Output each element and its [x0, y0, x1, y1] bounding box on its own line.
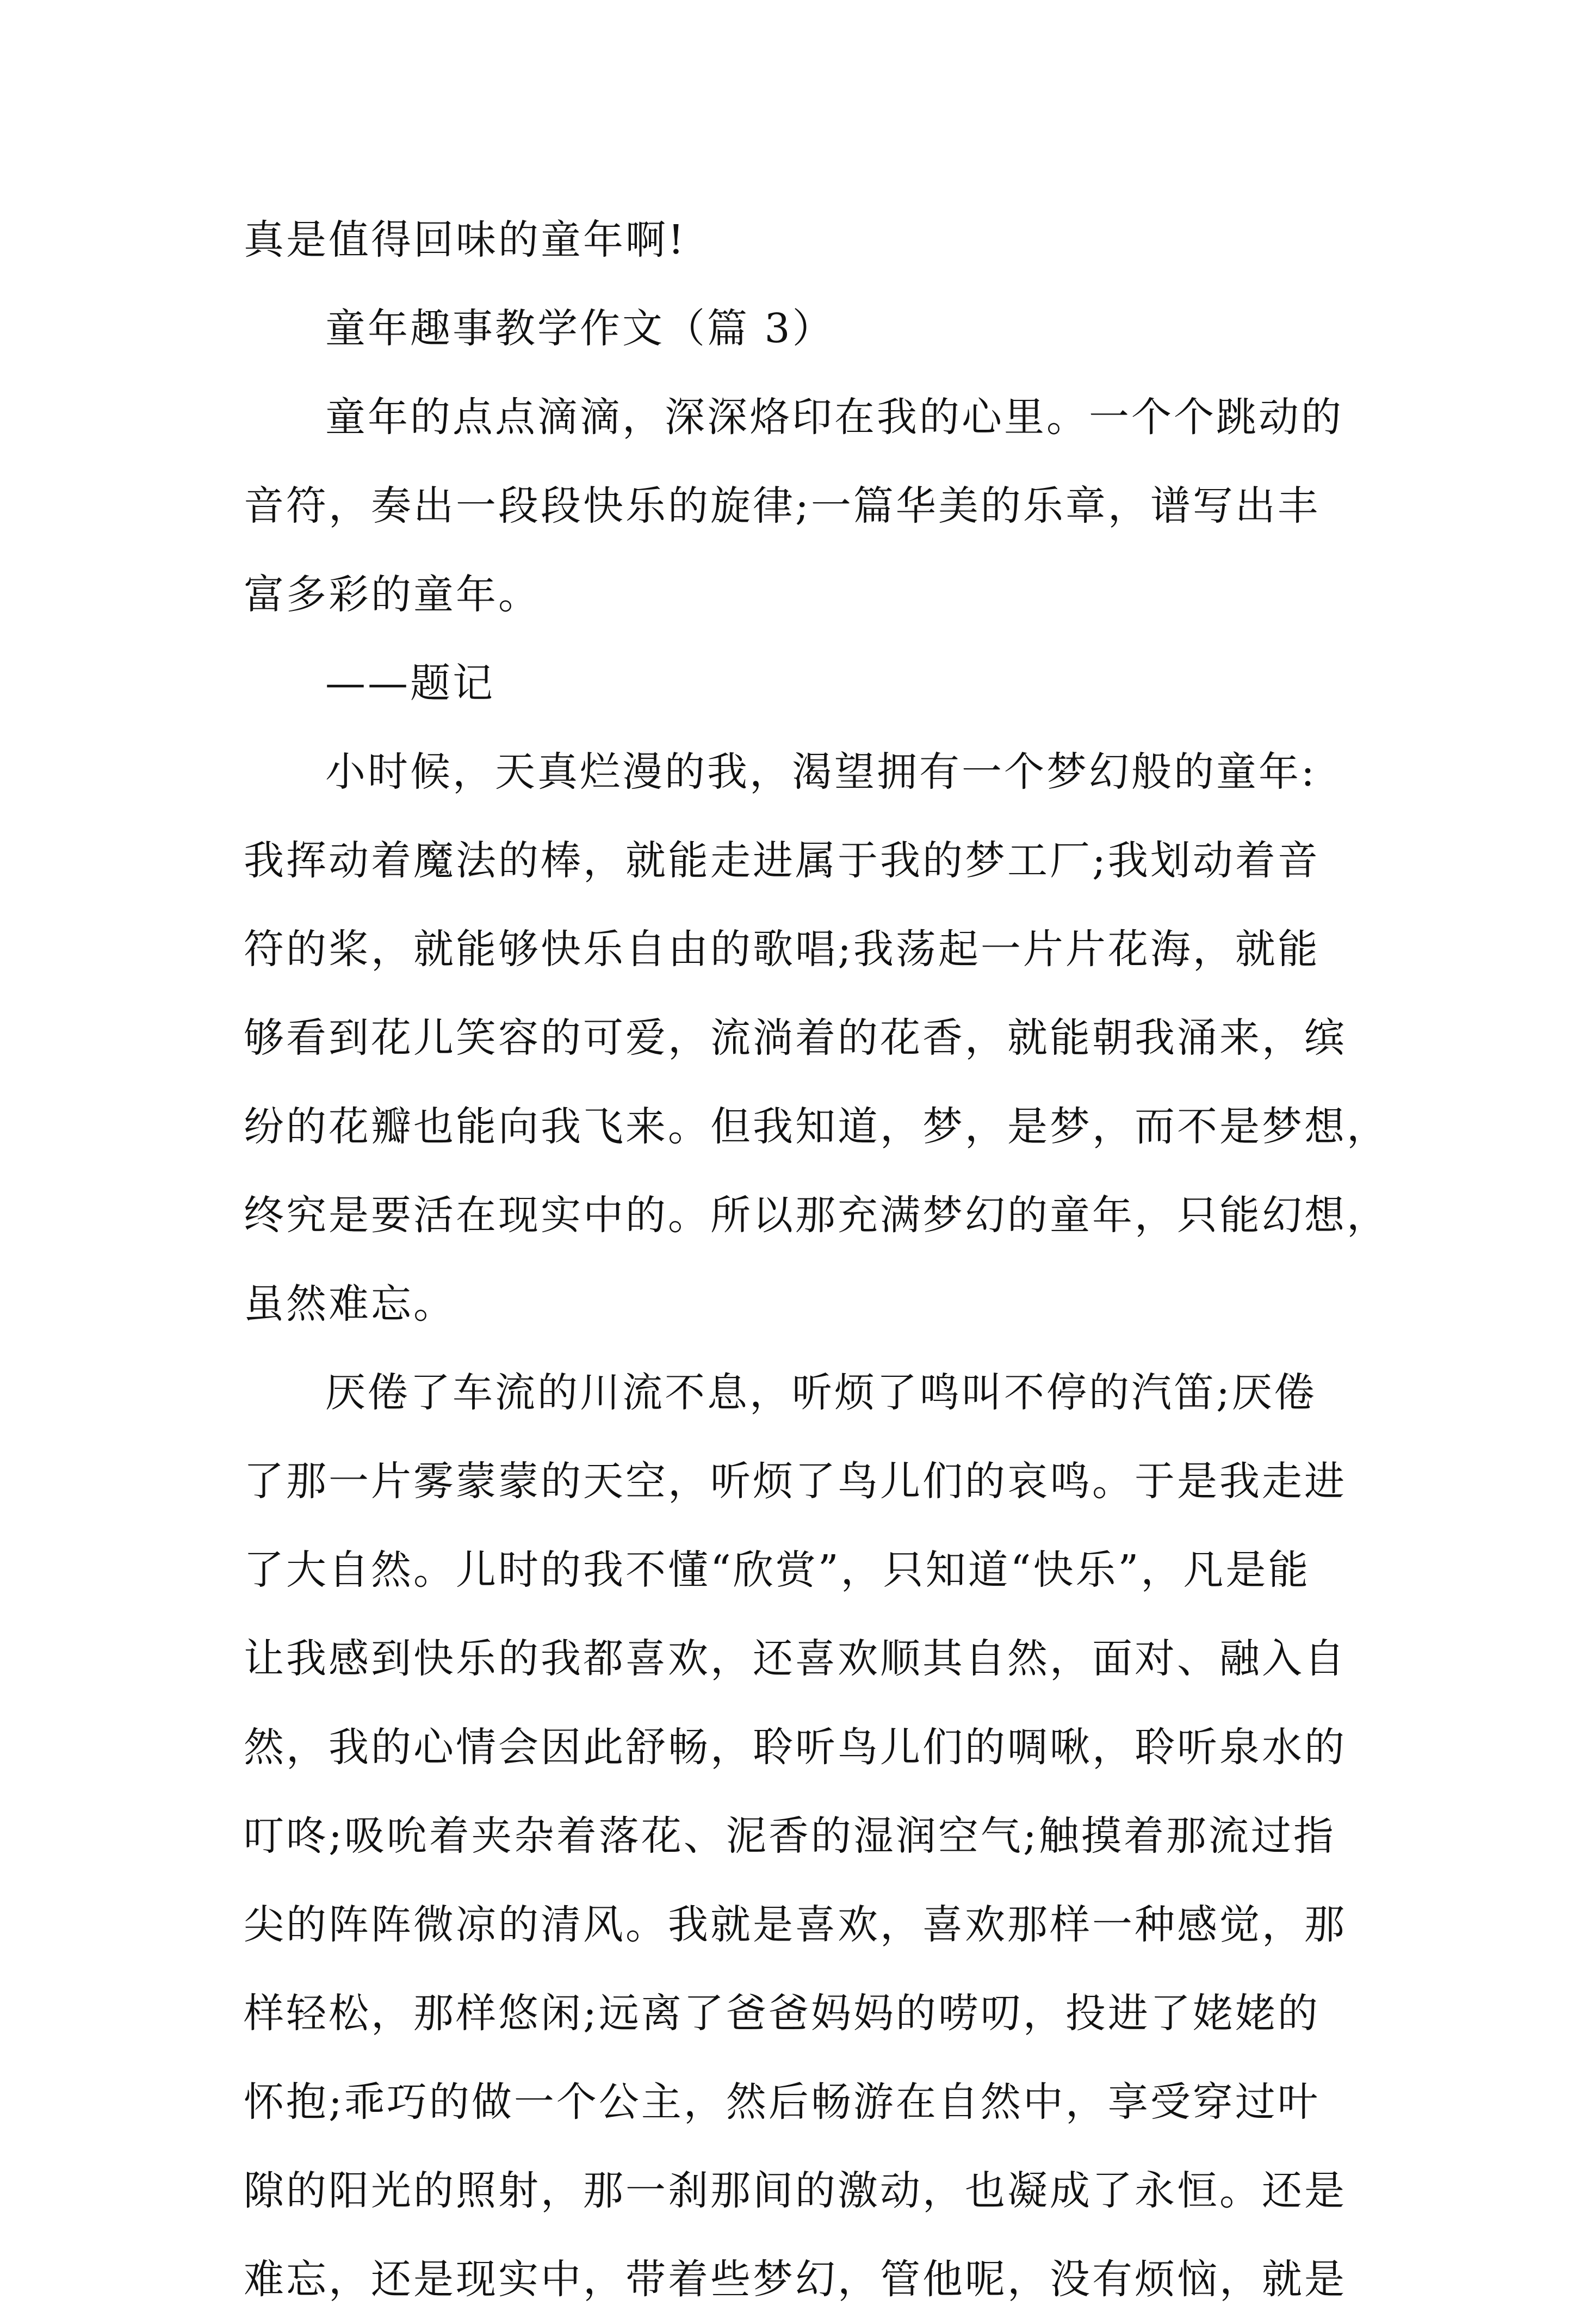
text-line: 童年的点点滴滴，深深烙印在我的心里。一个个跳动的: [325, 394, 1343, 441]
text-line: 虽然难忘。: [244, 1281, 456, 1327]
text-line: 小时候，天真烂漫的我，渴望拥有一个梦幻般的童年:: [325, 749, 1317, 795]
text-line: 终究是要活在现实中的。所以那充满梦幻的童年，只能幻想，: [244, 1192, 1389, 1239]
text-line: 够看到花儿笑容的可爱，流淌着的花香，就能朝我涌来，缤: [244, 1015, 1347, 1061]
text-line: 我挥动着魔法的棒，就能走进属于我的梦工厂;我划动着音: [244, 837, 1320, 884]
text-line: 纷的花瓣也能向我飞来。但我知道，梦，是梦，而不是梦想，: [244, 1103, 1389, 1150]
text-line: 然，我的心情会因此舒畅，聆听鸟儿们的啁啾，聆听泉水的: [244, 1724, 1347, 1771]
document-body: [244, 196, 1389, 2324]
text-line: 符的桨，就能够快乐自由的歌唱;我荡起一片片花海，就能: [244, 926, 1320, 973]
text-line: 尖的阵阵微凉的清风。我就是喜欢，喜欢那样一种感觉，那: [244, 1901, 1347, 1948]
text-line: 隙的阳光的照射，那一刹那间的激动，也凝成了永恒。还是: [244, 2167, 1347, 2214]
epigraph-attribution: ——题记: [325, 660, 495, 707]
section-heading: 童年趣事教学作文（篇 3）: [325, 305, 835, 352]
text-line: 厌倦了车流的川流不息，听烦了鸣叫不停的汽笛;厌倦: [325, 1369, 1317, 1416]
text-line: 音符，奏出一段段快乐的旋律;一篇华美的乐章，谱写出丰: [244, 483, 1320, 529]
text-line: 叮咚;吸吮着夹杂着落花、泥香的湿润空气;触摸着那流过指: [244, 1813, 1336, 1859]
text-line: 怀抱;乖巧的做一个公主，然后畅游在自然中，享受穿过叶: [244, 2079, 1320, 2125]
text-line: 难忘，还是现实中，带着些梦幻，管他呢，没有烦恼，就是: [244, 2256, 1347, 2303]
text-line: 了那一片雾蒙蒙的天空，听烦了鸟儿们的哀鸣。于是我走进: [244, 1458, 1347, 1505]
text-line: 让我感到快乐的我都喜欢，还喜欢顺其自然，面对、融入自: [244, 1635, 1347, 1682]
text-line: 了大自然。儿时的我不懂“欣赏”，只知道“快乐”，凡是能: [244, 1547, 1311, 1593]
text-line: 真是值得回味的童年啊!: [244, 217, 686, 263]
text-line: 富多彩的童年。: [244, 571, 541, 618]
text-line: 样轻松，那样悠闲;远离了爸爸妈妈的唠叨，投进了姥姥的: [244, 1990, 1320, 2037]
